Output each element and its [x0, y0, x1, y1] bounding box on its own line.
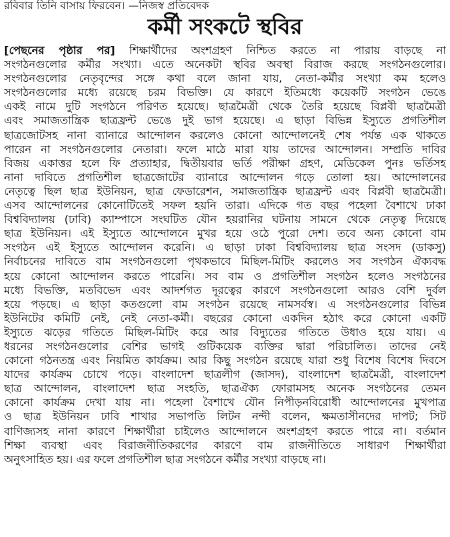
article-line: মধ্যে বিভক্তি, মতবিভেদ এবং আদর্শগত দূরত্বের কারণে সংগঠনগুলো আরও বেশি দুর্বল [4, 283, 446, 297]
article-line-text: শিক্ষার্থীদের অংশগ্রহণ নিশ্চিত করতে না পারায় বাড়ছে না [115, 44, 446, 57]
article-line: কোনো কার্যক্রম দেখা যায় না। পহেলা বৈশাখে যৌন নিপীড়নবিরোধী আন্দোলনের মুখপাত্র [4, 396, 446, 410]
article-line: নেতৃত্বে ছিল ছাত্র ইউনিয়ন, ছাত্র ফেডারেশন, সমাজতান্ত্রিক ছাত্রফ্রন্ট এবং বিপ্লবী ছাত্রমৈত্রী। [4, 184, 446, 198]
article-headline: কর্মী সংকটে স্থবির [147, 15, 303, 40]
article-line: ইস্যুতে ঝড়ের গতিতে মিছিল-মিটিং করে আর বিদ্যুতের গতিতে উধাও হয়ে যায়। এ [4, 325, 446, 339]
article-line: হয়ে পড়ছে। এ ছাড়া কতগুলো বাম সংগঠন রয়েছে নামসর্বস্ব। এ সংগঠনগুলোর বিভিন্ন [4, 297, 446, 311]
article-line: ছাত্র আন্দোলন, বাংলাদেশ ছাত্র সংহতি, ছাত্রঐক্য ফোরামসহ অনেক সংগঠনের তেমন [4, 382, 446, 396]
article-line: বিজয় একাত্তর হলে ফি প্রত্যাহার, দ্বিতীয়বার ভর্তি পরীক্ষা গ্রহণ, মেডিকেল পুনঃ ভর্তিসহ [4, 156, 446, 170]
article-line: পারেন না সংগঠনগুলোর নেতারা। ফলে মাঠে মারা যায় তাদের আন্দোলন। সম্প্রতি দাবির [4, 142, 446, 156]
article-line: একই নামে দুটি সংগঠনে পরিণত হয়েছে। ছাত্রমৈত্রী থেকে তৈরি হয়েছে বিপ্লবী ছাত্রমৈত্রী [4, 100, 446, 114]
article-line [4, 44, 446, 58]
continuation-tag: [পেছনের পৃষ্ঠার পর] [4, 44, 116, 57]
article-line: ছাত্র ইউনিয়ন। এই ইস্যুতে আন্দোলনে মুখর হয়ে ওঠে পুরো দেশ। তবে অন্য কোনো বাম [4, 227, 446, 241]
article-line: বিশ্ববিদ্যালয় (ঢাবি) ক্যাম্পাসে সংঘটিত যৌন হয়রানির ঘটনায় সামনে থেকে নেতৃত্ব দিয়েছে [4, 213, 446, 227]
article-line: ইউনিটের কমিটি নেই, নেই নেতা-কর্মী। বছরের কোনো একদিন হঠাৎ করে কোনো একটি [4, 311, 446, 325]
article-line: নানা দাবিতে প্রগতিশীল ছাত্রজোটের ব্যানারে আন্দোলন গড়ে তোলা হয়। আন্দোলনের [4, 170, 446, 184]
article-line: যাদের কার্যক্রম চোখে পড়ে। বাংলাদেশ ছাত্রলীগ (জাসদ), বাংলাদেশ ছাত্রমৈত্রী, বাংলাদেশ [4, 368, 446, 382]
article-line: সংগঠনগুলোর নেতৃবৃন্দের সঙ্গে কথা বলে জানা যায়, নেতা-কর্মীর সংখ্যা কম হলেও [4, 72, 446, 86]
article-line: এসব আন্দোলনের কোনোটিতেই সফল হয়নি তারা। এদিকে গত বছর পহেলা বৈশাখে ঢাকা [4, 199, 446, 213]
article-line: সংগঠনগুলোর মধ্যে রয়েছে চরম বিভক্তি। যে কারণে ইতিমধ্যে কয়েকটি সংগঠন ভেঙে [4, 86, 446, 100]
article-line: এবং সমাজতান্ত্রিক ছাত্রফ্রন্ট ভেঙে দুই ভাগ হয়েছে। এ ছাড়া বিভিন্ন ইস্যুতে প্রগতিশীল [4, 114, 446, 128]
article-line: ছাত্রজোটসহ নানা ব্যানারে আন্দোলন করলেও কোনো আন্দোলনেই শেষ পর্যন্ত এক থাকতে [4, 128, 446, 142]
article-line: অনুৎসাহিত হয়। এর ফলে প্রগতিশীল ছাত্র সংগঠনে কর্মীর সংখ্যা বাড়ছে না। [4, 452, 326, 466]
article-line: সংগঠন এই ইস্যুতে আন্দোলন করেনি। এ ছাড়া ঢাকা বিশ্ববিদ্যালয় ছাত্র সংসদ (ডাকসু) [4, 241, 446, 255]
article-line: ধরনের সংগঠনগুলোর বেশির ভাগই গুটিকয়েক ব্যক্তির দ্বারা পরিচালিত। তাদের নেই [4, 339, 446, 353]
article-body [4, 44, 446, 467]
article-line: হয়ে কোনো আন্দোলন করতে পারেনি। সব বাম ও প্রগতিশীল সংগঠন হলেও সংগঠনের [4, 269, 446, 283]
article-line: কোনো গঠনতন্ত্র এবং নিয়মিত কার্যক্রম। আর কিছু সংগঠন রয়েছে যারা শুধু বিশেষ বিশেষ দিবসে [4, 354, 446, 368]
article-line: ও ছাত্র ইউনিয়ন ঢাবি শাখার সভাপতি লিটন নন্দী বলেন, ক্ষমতাসীনদের দাপট; সিট [4, 410, 446, 424]
article-line: নির্বাচনের দাবিতে বাম সংগঠনগুলো পৃথকভাবে মিছিল-মিটিং করলেও সব সংগঠন ঐক্যবদ্ধ [4, 255, 446, 269]
article-line: সংগঠনগুলোর কর্মীর সংখ্যা। এতে অনেকটা স্থবির অবস্থা বিরাজ করছে সংগঠনগুলোর। [4, 58, 446, 72]
article-line: বাণিজ্যসহ নানা কারণে শিক্ষার্থীরা চাইলেও আন্দোলনে অংশগ্রহণ করতে পারে না। বর্তমান [4, 424, 446, 438]
article-line: শিক্ষা ব্যবস্থা এবং বিরাজনীতিকরণের কারণে বাম রাজনীতিতে সাধারণ শিক্ষার্থীরা [4, 438, 446, 452]
previous-article-fragment: রবিবার তিনি বাসায় ফিরবেন। —নিজস্ব প্রতিবেদক [4, 0, 209, 12]
